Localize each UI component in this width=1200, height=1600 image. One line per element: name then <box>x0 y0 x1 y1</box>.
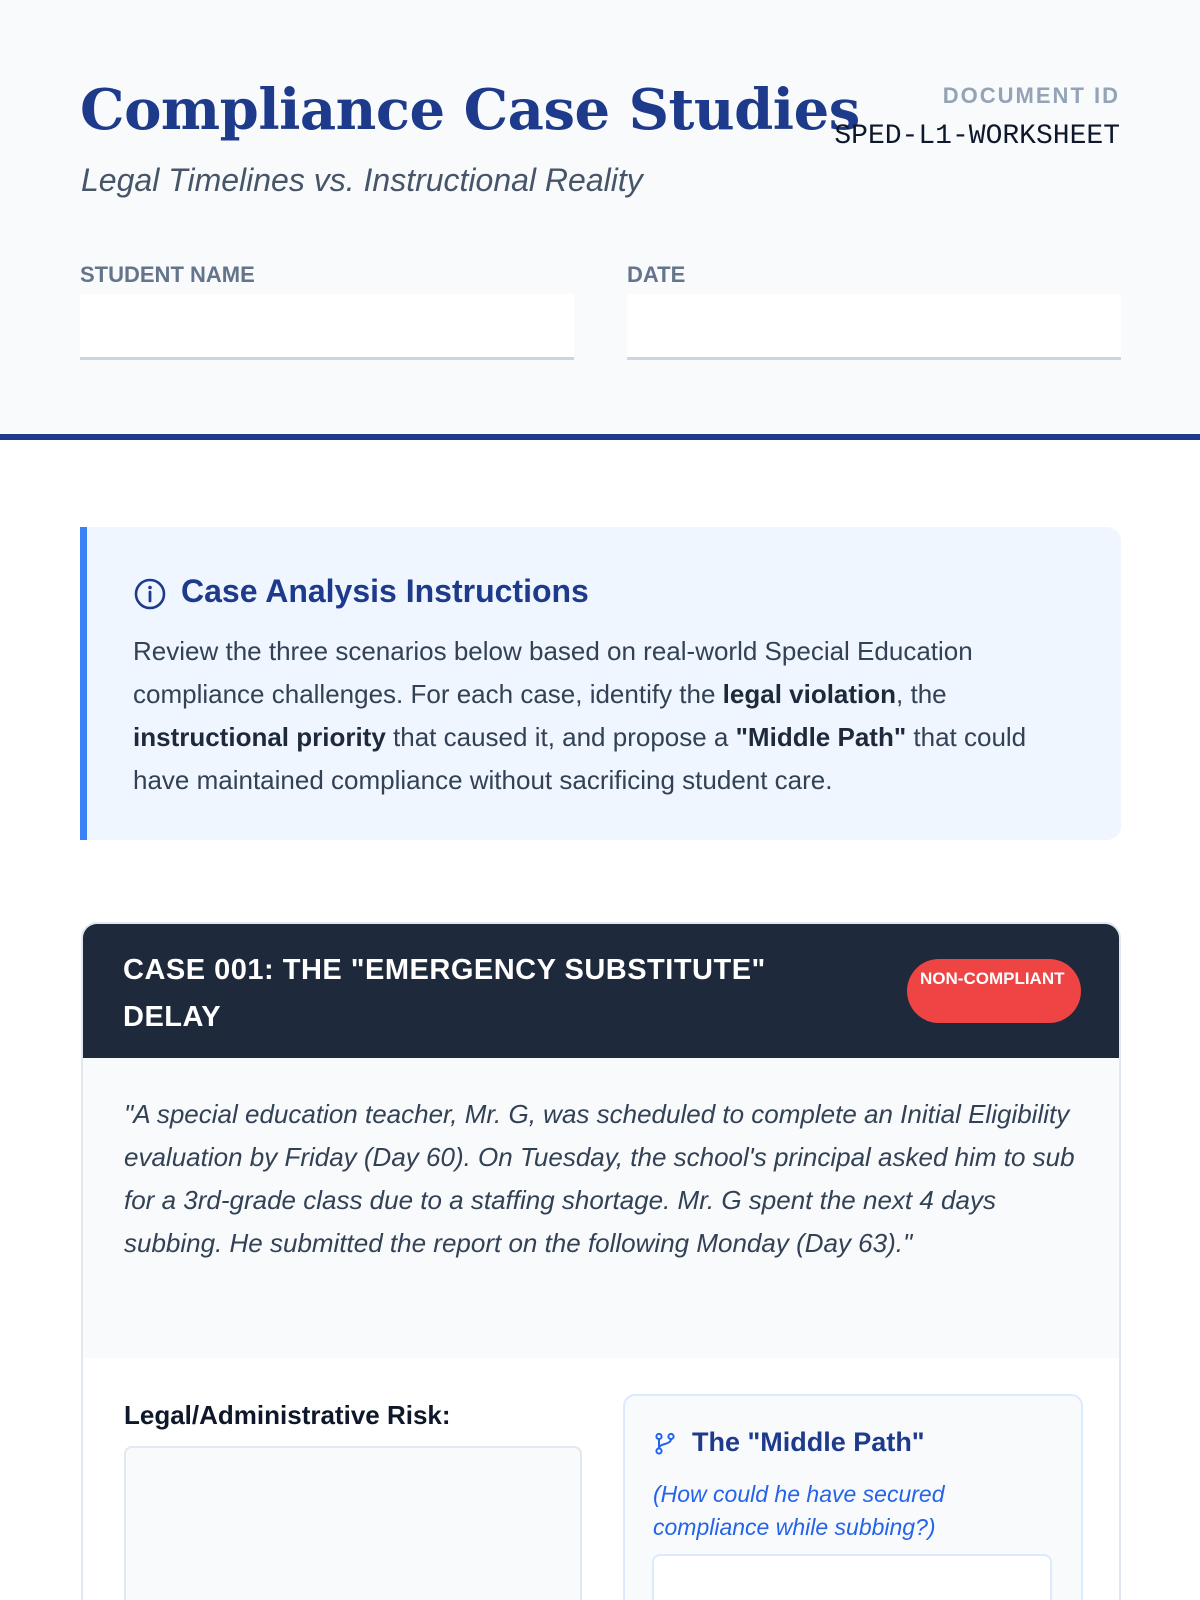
case-header <box>83 924 1119 1058</box>
instructions-body: Review the three scenarios below based on real-world Special Education compliance challenges. For each case, identify the legal violation, the instructional priority that caused it, and propose a "Middle Path" that could have maintained compliance without sacrificing student care. <box>133 636 1027 795</box>
middle-path-input[interactable] <box>652 1554 1052 1600</box>
middle-path-title: The "Middle Path" <box>692 1427 925 1457</box>
student-name-input[interactable] <box>80 294 574 360</box>
worksheet-header <box>0 0 1200 440</box>
case-card-001 <box>81 922 1121 1600</box>
date-input[interactable] <box>627 294 1121 360</box>
legal-risk-input[interactable] <box>124 1446 582 1600</box>
middle-path-prompt: (How could he have secured compliance while subbing?) <box>653 1481 945 1540</box>
status-badge: NON-COMPLIANT <box>907 959 1081 1023</box>
branch-icon <box>653 1432 677 1456</box>
instructions-panel <box>80 527 1121 840</box>
legal-risk-label: Legal/Administrative Risk: <box>124 1400 451 1430</box>
case-scenario <box>83 1058 1119 1358</box>
page-subtitle: Legal Timelines vs. Instructional Reality <box>81 162 643 198</box>
page-title: Compliance Case Studies <box>80 77 860 143</box>
emphasis-middle-path: "Middle Path" <box>735 722 907 752</box>
document-id-value: SPED-L1-WORKSHEET <box>834 121 1120 152</box>
scenario-text: "A special education teacher, Mr. G, was scheduled to complete an Initial Eligibility evaluation by Friday (Day 60). On Tuesday, the school's principal asked him to sub for a 3rd-grade class due to a staffing shortage. Mr. G spent the next 4 days subbing. He submitted the report on the following Monday (Day 63)." <box>124 1099 1075 1258</box>
emphasis-legal-violation: legal violation <box>722 679 897 709</box>
info-icon <box>133 577 167 611</box>
middle-path-box <box>623 1394 1083 1600</box>
instructions-title: Case Analysis Instructions <box>181 573 589 609</box>
document-id-label: DOCUMENT ID <box>942 83 1120 108</box>
emphasis-instructional-priority: instructional priority <box>133 722 386 752</box>
date-label: DATE <box>627 262 686 287</box>
student-name-label: STUDENT NAME <box>80 262 255 287</box>
case-title: CASE 001: THE "EMERGENCY SUBSTITUTE" DELAY <box>123 954 766 1033</box>
